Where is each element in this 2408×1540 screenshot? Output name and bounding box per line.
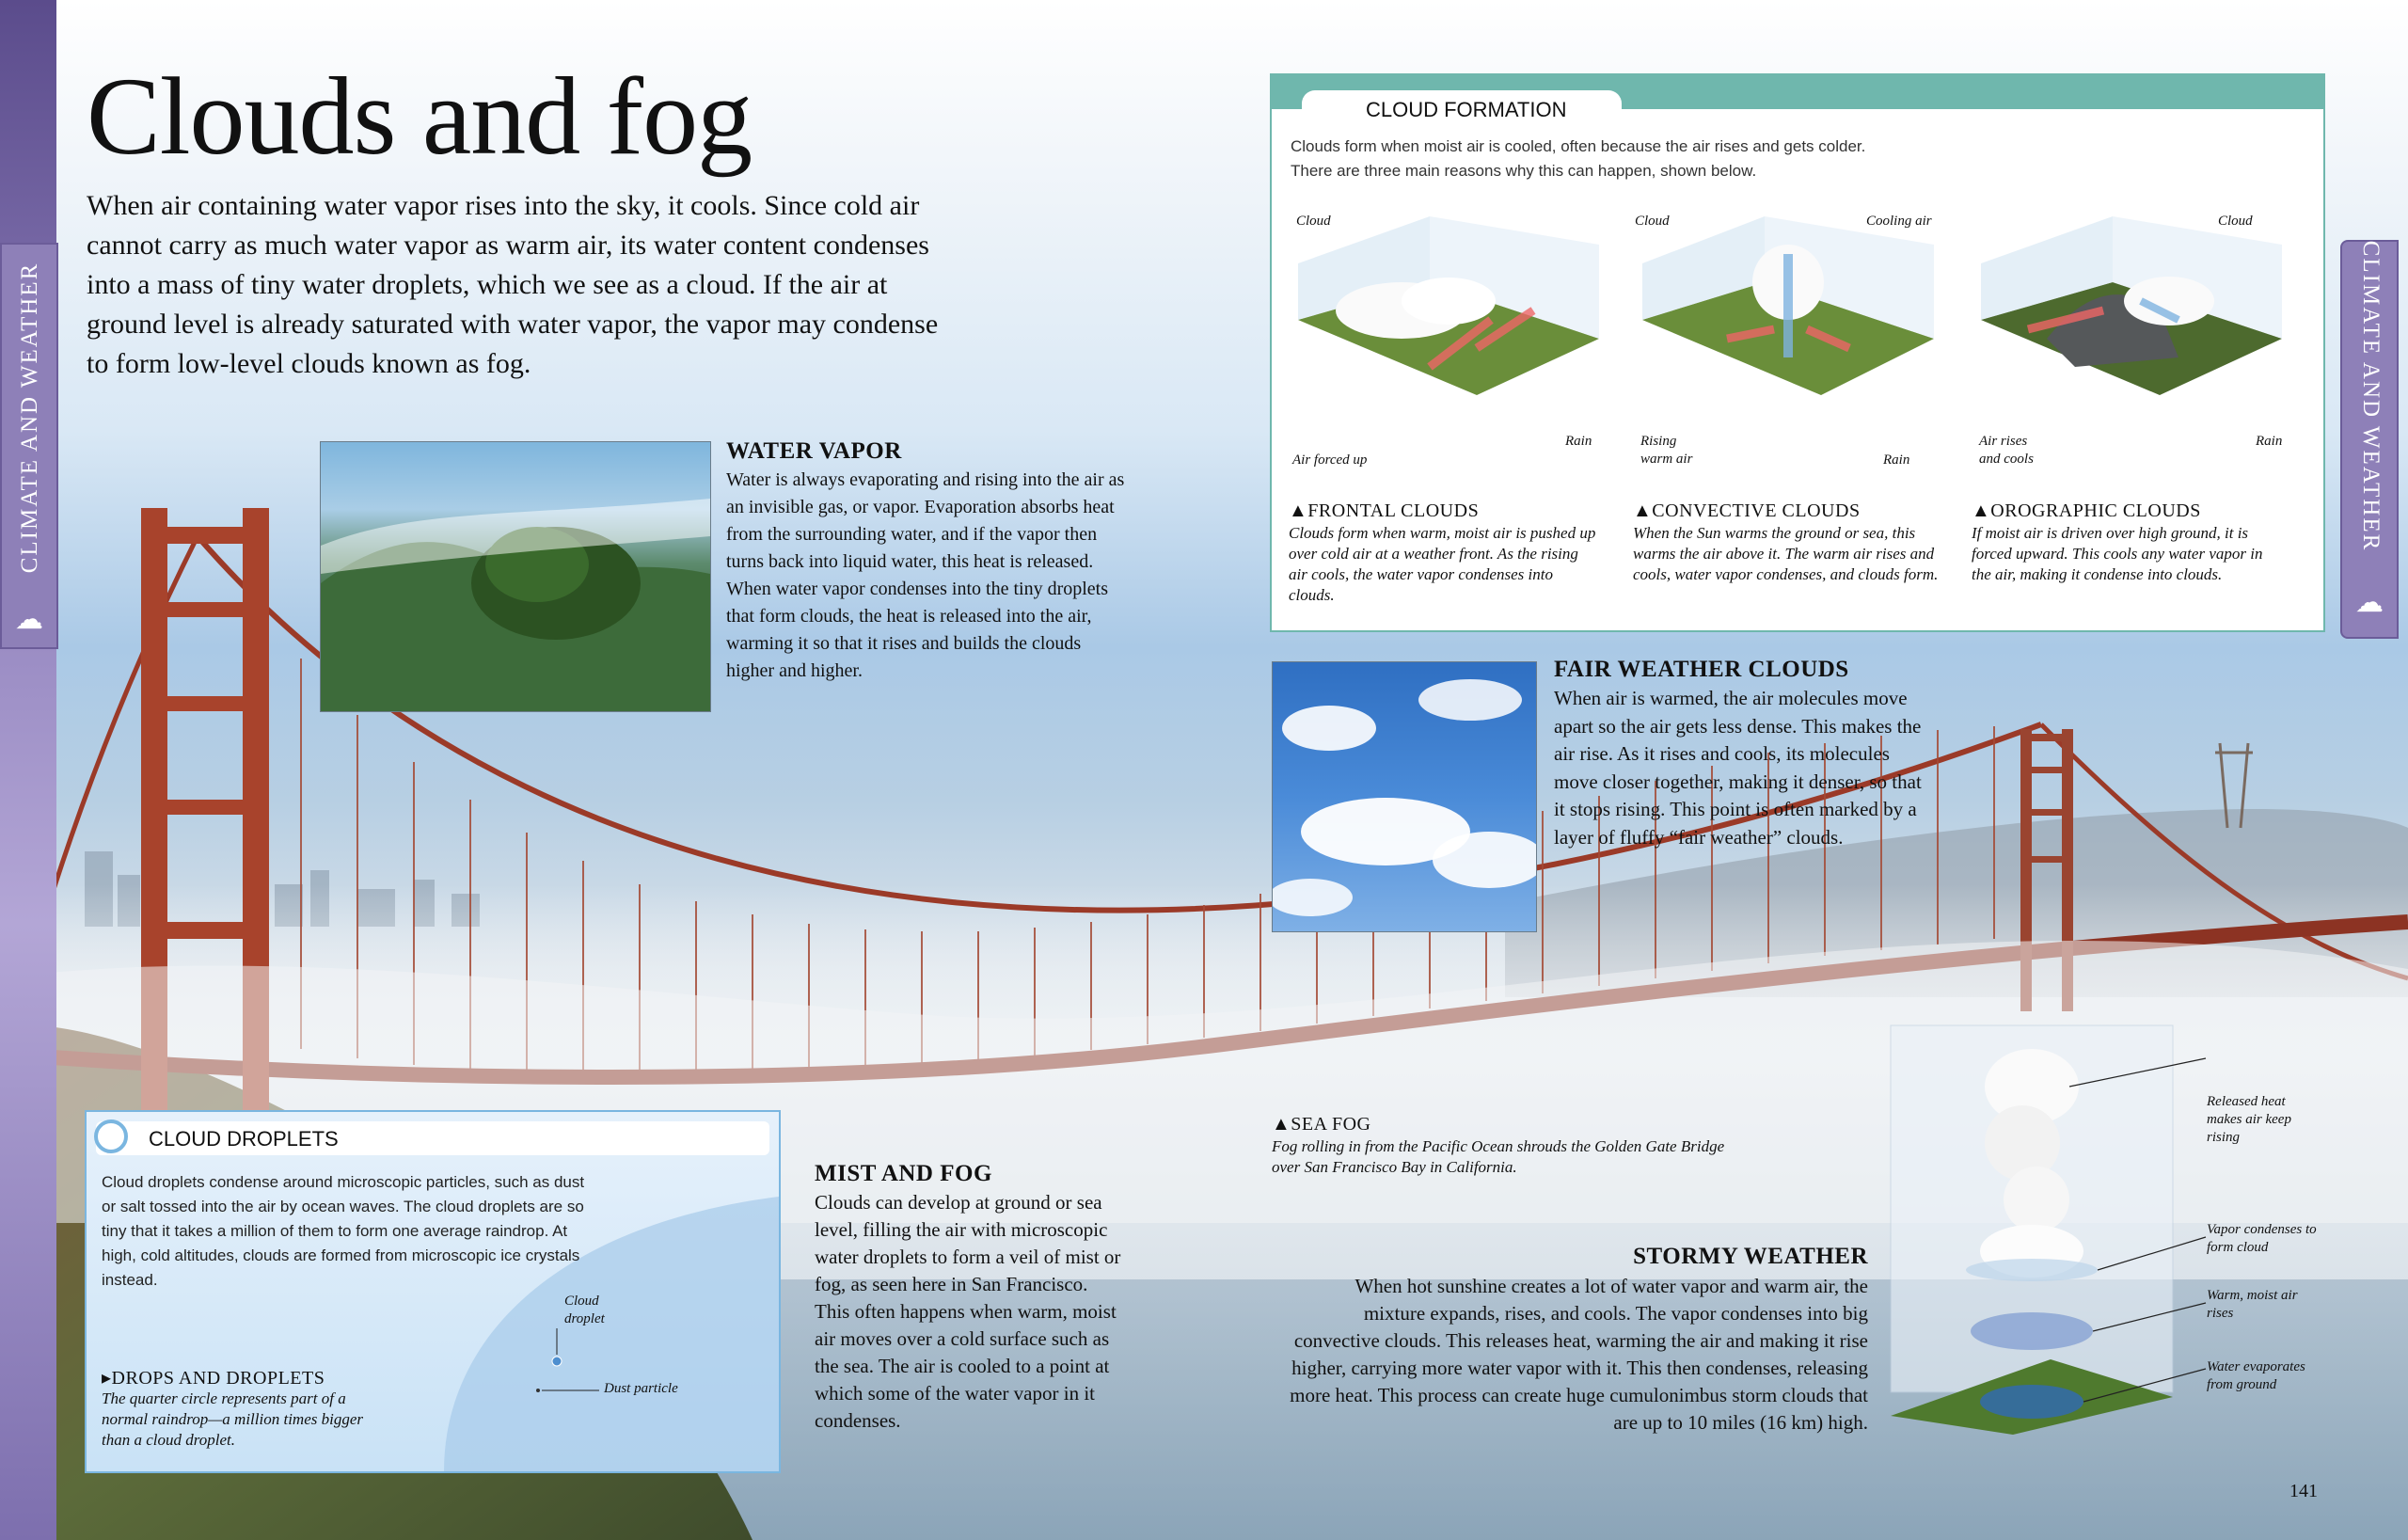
frontal-label-rain: Rain [1565,434,1592,449]
convective-clouds-heading: ▲CONVECTIVE CLOUDS [1633,500,1861,521]
stormy-weather-body: When hot sunshine creates a lot of water vapor and warm air, the mixture expands, rises, and cools. The vapor condenses into big convective clouds. This releases heat, warming the air and making it rise higher, carrying more water vapor with it. This then condenses, releasing more heat. This process can create huge cumulonimbus storm clouds that are up to 10 miles (16 km) high. [1290,1275,1868,1434]
cloud-droplets-panel [85,1110,781,1473]
left-lightning-strip [0,0,56,1540]
water-vapor-body: Water is always evaporating and rising into the air as an invisible gas, or vapor. Evaporation absorbs heat from the surrounding water, and if the vapor then turns back into liquid water, this heat is released. When water vapor condenses into the tiny droplets that form clouds, the heat is released into the air, warming it so that it rises and builds the clouds higher and higher. [726,469,1125,681]
storm-label-water-evaporates: Water evaporates from ground [2207,1359,2305,1392]
water-vapor-heading: WATER VAPOR [726,438,902,464]
stormy-weather-heading: STORMY WEATHER [1633,1244,1868,1269]
convective-label-rising-warm-air: Rising warm air [1640,434,1693,467]
cloud-formation-title: CLOUD FORMATION [1366,98,1567,121]
left-section-tab [0,243,58,649]
cloud-formation-panel [1270,73,2325,632]
convective-label-rain: Rain [1883,452,1910,468]
label-cloud-droplet: Cloud droplet [564,1294,605,1326]
orographic-label-rain: Rain [2256,434,2283,449]
page-title: Clouds and fog [87,55,752,178]
cloud-droplets-body: Cloud droplets condense around microscopic particles, such as dust or salt tossed into the air by ocean waves. The cloud droplets are so tiny that it takes a million of them to form one average raindrop. At high, cold altitudes, clouds are formed from microscopic ice crystals instead. [102,1173,585,1289]
cloud-formation-intro-2: There are three main reasons why this can happen, shown below. [1291,162,1757,180]
drops-droplets-heading: ▸DROPS AND DROPLETS [102,1368,325,1389]
orographic-clouds-heading: ▲OROGRAPHIC CLOUDS [1972,500,2201,521]
drops-droplets-caption: The quarter circle represents part of a normal raindrop—a million times bigger than a cloud droplet. [102,1389,363,1449]
orographic-clouds-diagram [1972,207,2291,442]
frontal-clouds-heading: ▲FRONTAL CLOUDS [1289,500,1480,521]
mist-fog-body: Clouds can develop at ground or sea level, filling the air with microscopic water droplets to form a veil of mist or fog, as seen here in San Francisco. This often happens when warm, moist air moves over a cold surface such as the sea. The air is cooled to a point at which some of the water vapor in it condenses. [815,1191,1121,1432]
storm-label-vapor-condenses: Vapor condenses to form cloud [2207,1222,2317,1255]
weather-icon: ☁ [2355,586,2384,619]
water-vapor-photo [320,441,711,712]
convective-clouds-caption: When the Sun warms the ground or sea, this warms the air above it. The warm air rises and cools, water vapor condenses, and clouds form. [1633,524,1939,583]
frontal-label-air-forced-up: Air forced up [1292,452,1368,468]
magnifier-icon [94,1119,128,1153]
storm-label-warm-moist-air: Warm, moist air rises [2207,1288,2298,1321]
left-section-tab-label: CLIMATE AND WEATHER [17,262,42,574]
intro-paragraph: When air containing water vapor rises into the sky, it cools. Since cold air cannot carry as much water vapor as warm air, its water content condenses into a mass of tiny water droplets, which we see as a cloud. If the air at ground level is already saturated with water vapor, the vapor may condense to form low-level clouds known as fog. [87,190,939,379]
convective-label-cooling-air: Cooling air [1866,214,1932,229]
orographic-label-cloud: Cloud [2218,214,2253,229]
fair-weather-body: When air is warmed, the air molecules move apart so the air gets less dense. This makes the air rise. As it rises and cools, its molecules move closer together, making it denser, so that it stops rising. This point is often marked by a layer of fluffy “fair weather” clouds. [1554,687,1922,849]
mist-fog-heading: MIST AND FOG [815,1161,992,1186]
sea-fog-caption: Fog rolling in from the Pacific Ocean shrouds the Golden Gate Bridge over San Francisco Bay in California. [1272,1137,1725,1176]
storm-label-released-heat: Released heat makes air keep rising [2207,1094,2291,1145]
fair-weather-heading: FAIR WEATHER CLOUDS [1554,657,1849,682]
sea-fog-heading: ▲SEA FOG [1272,1114,1371,1135]
frontal-clouds-caption: Clouds form when warm, moist air is pushed up over cold air at a weather front. As the rising air cools, the water vapor condenses into clouds. [1289,524,1596,604]
label-dust-particle: Dust particle [604,1381,678,1396]
page-number: 141 [2289,1481,2318,1501]
right-section-tab-label: CLIMATE AND WEATHER [2358,240,2384,552]
cloud-formation-intro-1: Clouds form when moist air is cooled, often because the air rises and gets colder. [1291,137,1866,155]
frontal-label-cloud: Cloud [1296,214,1331,229]
convective-clouds-diagram [1633,207,1953,442]
storm-cloud-diagram [1881,1021,2220,1435]
cloud-droplets-title: CLOUD DROPLETS [149,1127,339,1151]
convective-label-cloud: Cloud [1635,214,1670,229]
orographic-label-air-rises: Air rises and cools [1979,434,2034,467]
frontal-clouds-diagram [1289,207,1608,442]
right-section-tab [2340,240,2399,639]
weather-icon: ☁ [15,603,43,636]
orographic-clouds-caption: If moist air is driven over high ground, it is forced upward. This cools any water vapor in the air, making it condense into clouds. [1972,524,2263,583]
fair-weather-photo [1272,661,1537,932]
